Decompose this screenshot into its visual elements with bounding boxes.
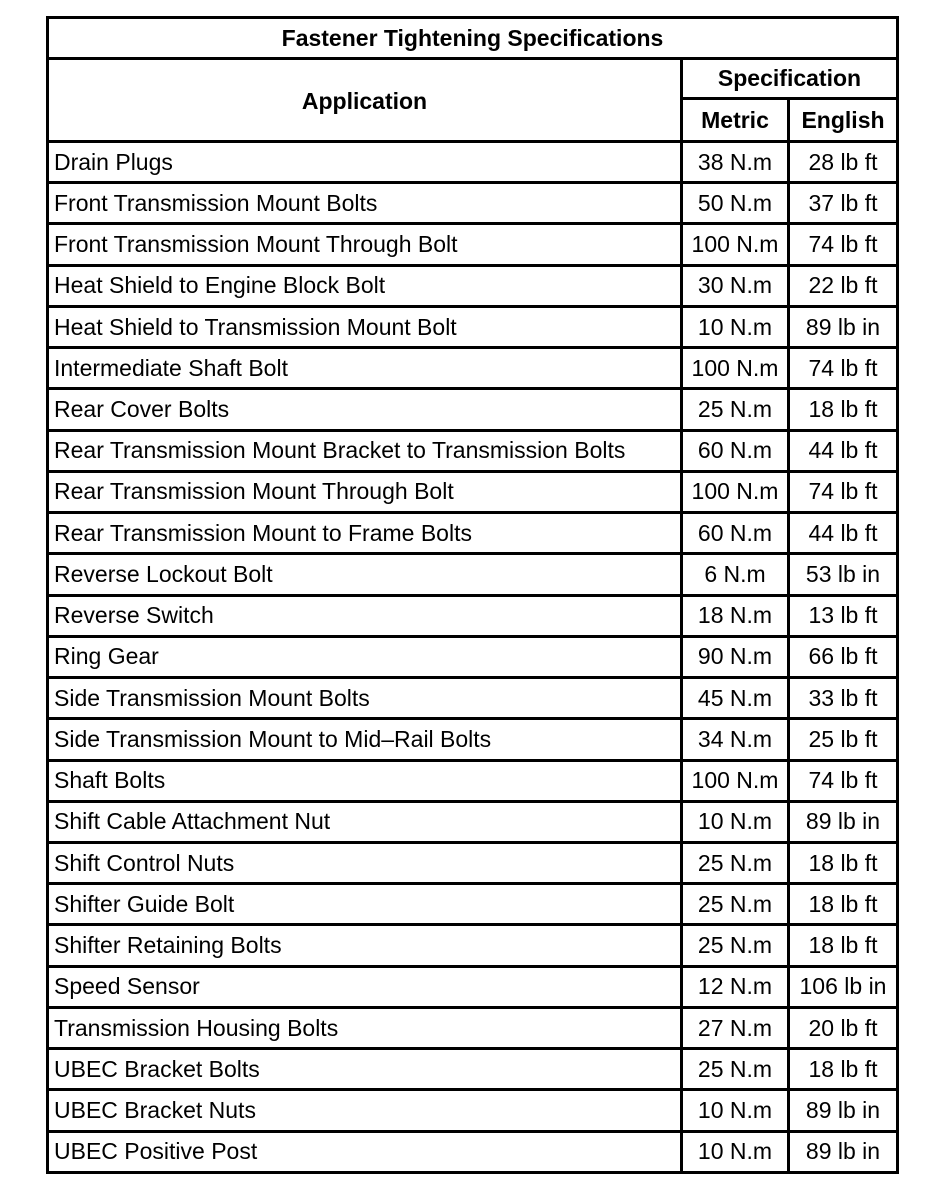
- cell-application: Heat Shield to Transmission Mount Bolt: [49, 308, 683, 346]
- cell-metric: 100 N.m: [683, 762, 790, 800]
- cell-english: 33 lb ft: [808, 684, 878, 711]
- table-row: [49, 762, 896, 803]
- cell-metric: 25 N.m: [683, 390, 790, 428]
- cell-application: Intermediate Shaft Bolt: [49, 349, 683, 387]
- cell-application: Front Transmission Mount Through Bolt: [49, 225, 683, 263]
- cell-english: 22 lb ft: [808, 272, 878, 299]
- cell-english: 74 lb ft: [808, 231, 878, 258]
- cell-english: 37 lb ft: [808, 189, 878, 216]
- table-row: [49, 1009, 896, 1050]
- column-header-specification: Specification: [683, 60, 896, 100]
- cell-metric: 38 N.m: [683, 143, 790, 181]
- table-row: [49, 803, 896, 844]
- cell-metric: 10 N.m: [683, 1133, 790, 1171]
- cell-metric: 18 N.m: [683, 597, 790, 635]
- table-body: [49, 143, 896, 1171]
- table-title: Fastener Tightening Specifications: [49, 19, 896, 60]
- cell-metric: 10 N.m: [683, 1091, 790, 1129]
- cell-metric: 45 N.m: [683, 679, 790, 717]
- specification-subheaders: [683, 100, 896, 140]
- cell-application: UBEC Bracket Bolts: [49, 1050, 683, 1088]
- cell-metric: 60 N.m: [683, 514, 790, 552]
- table-row: [49, 514, 896, 555]
- table-row: [49, 390, 896, 431]
- cell-english: 74 lb ft: [808, 478, 878, 505]
- table-header: [49, 60, 896, 143]
- table-row: [49, 679, 896, 720]
- cell-application: Shift Cable Attachment Nut: [49, 803, 683, 841]
- table-row: [49, 1091, 896, 1132]
- cell-application: Speed Sensor: [49, 968, 683, 1006]
- cell-english: 89 lb in: [805, 313, 881, 340]
- cell-metric: 25 N.m: [683, 926, 790, 964]
- cell-english: 44 lb ft: [808, 519, 878, 546]
- table-row: [49, 184, 896, 225]
- cell-application: Heat Shield to Engine Block Bolt: [49, 267, 683, 305]
- table-row: [49, 349, 896, 390]
- cell-application: Rear Transmission Mount Bracket to Transmission Bolts: [49, 432, 683, 470]
- cell-english: 18 lb ft: [808, 890, 878, 917]
- cell-metric: 25 N.m: [683, 885, 790, 923]
- fastener-spec-table: [46, 16, 899, 1174]
- cell-english: 20 lb ft: [808, 1014, 878, 1041]
- cell-application: Shifter Retaining Bolts: [49, 926, 683, 964]
- cell-application: Rear Transmission Mount to Frame Bolts: [49, 514, 683, 552]
- cell-metric: 100 N.m: [683, 225, 790, 263]
- cell-application: Shifter Guide Bolt: [49, 885, 683, 923]
- cell-application: Front Transmission Mount Bolts: [49, 184, 683, 222]
- cell-application: Side Transmission Mount Bolts: [49, 679, 683, 717]
- table-row: [49, 225, 896, 266]
- cell-english: 28 lb ft: [808, 148, 878, 175]
- cell-application: Shift Control Nuts: [49, 844, 683, 882]
- cell-metric: 6 N.m: [683, 555, 790, 593]
- cell-english: 89 lb in: [805, 808, 881, 835]
- cell-metric: 90 N.m: [683, 638, 790, 676]
- cell-metric: 100 N.m: [683, 473, 790, 511]
- cell-english: 74 lb ft: [808, 354, 878, 381]
- cell-application: Reverse Switch: [49, 597, 683, 635]
- table-row: [49, 720, 896, 761]
- column-header-application: Application: [49, 60, 683, 140]
- cell-english: 106 lb in: [799, 973, 887, 1000]
- cell-english: 18 lb ft: [808, 396, 878, 423]
- table-row: [49, 267, 896, 308]
- specification-header-group: [683, 60, 896, 140]
- cell-metric: 30 N.m: [683, 267, 790, 305]
- cell-application: UBEC Bracket Nuts: [49, 1091, 683, 1129]
- table-row: [49, 555, 896, 596]
- column-header-english: English: [801, 106, 885, 133]
- cell-metric: 12 N.m: [683, 968, 790, 1006]
- cell-application: Side Transmission Mount to Mid–Rail Bolts: [49, 720, 683, 758]
- cell-metric: 10 N.m: [683, 308, 790, 346]
- cell-metric: 100 N.m: [683, 349, 790, 387]
- cell-english: 74 lb ft: [808, 767, 878, 794]
- cell-english: 18 lb ft: [808, 849, 878, 876]
- cell-metric: 60 N.m: [683, 432, 790, 470]
- cell-metric: 25 N.m: [683, 844, 790, 882]
- table-row: [49, 143, 896, 184]
- cell-english: 53 lb in: [805, 560, 881, 587]
- cell-english: 66 lb ft: [808, 643, 878, 670]
- cell-english: 89 lb in: [805, 1138, 881, 1165]
- cell-metric: 34 N.m: [683, 720, 790, 758]
- table-row: [49, 844, 896, 885]
- cell-application: Reverse Lockout Bolt: [49, 555, 683, 593]
- cell-english: 44 lb ft: [808, 437, 878, 464]
- cell-application: Ring Gear: [49, 638, 683, 676]
- table-row: [49, 1133, 896, 1171]
- cell-application: Rear Transmission Mount Through Bolt: [49, 473, 683, 511]
- table-row: [49, 926, 896, 967]
- cell-english: 25 lb ft: [808, 725, 878, 752]
- table-row: [49, 432, 896, 473]
- cell-metric: 50 N.m: [683, 184, 790, 222]
- cell-metric: 25 N.m: [683, 1050, 790, 1088]
- cell-english: 18 lb ft: [808, 932, 878, 959]
- table-row: [49, 308, 896, 349]
- cell-application: Drain Plugs: [49, 143, 683, 181]
- table-row: [49, 968, 896, 1009]
- table-row: [49, 885, 896, 926]
- cell-metric: 27 N.m: [683, 1009, 790, 1047]
- cell-metric: 10 N.m: [683, 803, 790, 841]
- cell-application: Shaft Bolts: [49, 762, 683, 800]
- cell-application: UBEC Positive Post: [49, 1133, 683, 1171]
- cell-application: Rear Cover Bolts: [49, 390, 683, 428]
- cell-english: 13 lb ft: [808, 602, 878, 629]
- table-row: [49, 473, 896, 514]
- table-row: [49, 638, 896, 679]
- table-row: [49, 597, 896, 638]
- table-row: [49, 1050, 896, 1091]
- cell-english: 89 lb in: [805, 1097, 881, 1123]
- cell-application: Transmission Housing Bolts: [49, 1009, 683, 1047]
- column-header-metric: Metric: [683, 100, 790, 140]
- cell-english: 18 lb ft: [808, 1055, 878, 1082]
